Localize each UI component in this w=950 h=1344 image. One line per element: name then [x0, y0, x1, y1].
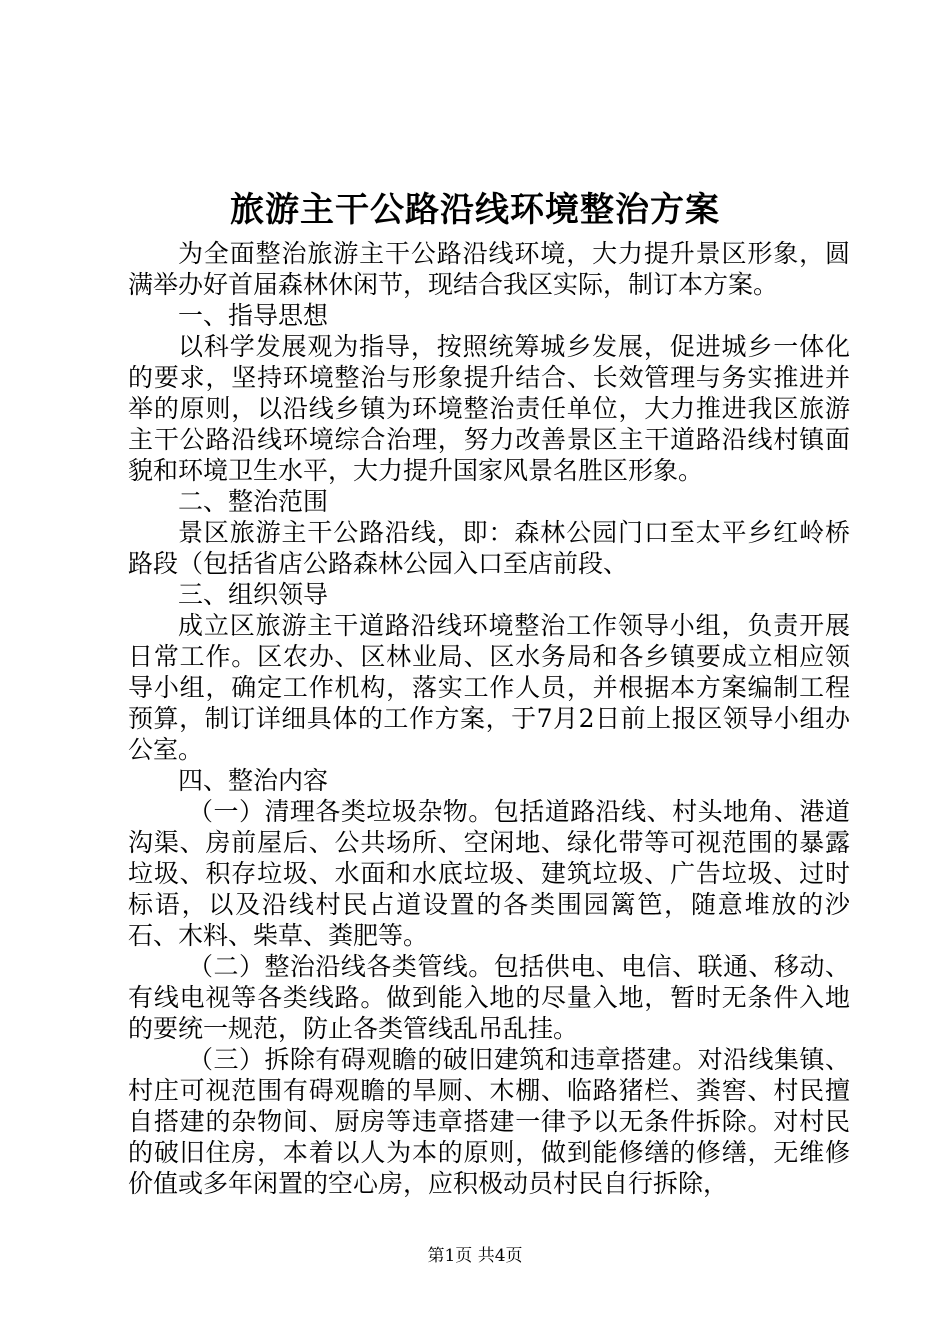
section-heading-scope: 二、整治范围	[178, 487, 329, 516]
page-number-footer: 第1页 共4页	[427, 1246, 523, 1266]
scope-paragraph: 景区旅游主干公路沿线，即：森林公园门口至太平乡红岭桥路段（包括省店公路森林公园入口至店前段、	[128, 518, 850, 578]
section-heading-leadership: 三、组织领导	[178, 580, 329, 609]
content-item-pipelines: （二）整治沿线各类管线。包括供电、电信、联通、移动、有线电视等各类线路。做到能入地的尽量入地，暂时无条件入地的要统一规范，防止各类管线乱吊乱挂。	[128, 952, 850, 1043]
document-body	[128, 238, 850, 1199]
guiding-ideology-paragraph: 以科学发展观为指导，按照统筹城乡发展，促进城乡一体化的要求，坚持环境整治与形象提升结合、长效管理与务实推进并举的原则，以沿线乡镇为环境整治责任单位，大力推进我区旅游主干公路沿线环境综合治理，努力改善景区主干道路沿线村镇面貌和环境卫生水平，大力提升国家风景名胜区形象。	[128, 332, 850, 485]
section-heading-guiding-ideology: 一、指导思想	[178, 301, 329, 330]
section-heading-content: 四、整治内容	[178, 766, 329, 795]
content-item-garbage: （一）清理各类垃圾杂物。包括道路沿线、村头地角、港道沟渠、房前屋后、公共场所、空闲地、绿化带等可视范围的暴露垃圾、积存垃圾、水面和水底垃圾、建筑垃圾、广告垃圾、过时标语，以及沿线村民占道设置的各类围园篱笆，随意堆放的沙石、木料、柴草、粪肥等。	[128, 797, 850, 950]
leadership-paragraph: 成立区旅游主干道路沿线环境整治工作领导小组，负责开展日常工作。区农办、区林业局、区水务局和各乡镇要成立相应领导小组，确定工作机构，落实工作人员，并根据本方案编制工程预算，制订详细具体的工作方案，于7月2日前上报区领导小组办公室。	[128, 611, 850, 764]
content-item-demolition: （三）拆除有碍观瞻的破旧建筑和违章搭建。对沿线集镇、村庄可视范围有碍观瞻的旱厕、木棚、临路猪栏、粪窖、村民擅自搭建的杂物间、厨房等违章搭建一律予以无条件拆除。对村民的破旧住房，本着以人为本的原则，做到能修缮的修缮，无维修价值或多年闲置的空心房，应积极动员村民自行拆除，	[128, 1045, 850, 1198]
document-title: 旅游主干公路沿线环境整治方案	[230, 190, 720, 230]
intro-paragraph: 为全面整治旅游主干公路沿线环境，大力提升景区形象，圆满举办好首届森林休闲节，现结合我区实际，制订本方案。	[128, 239, 850, 299]
